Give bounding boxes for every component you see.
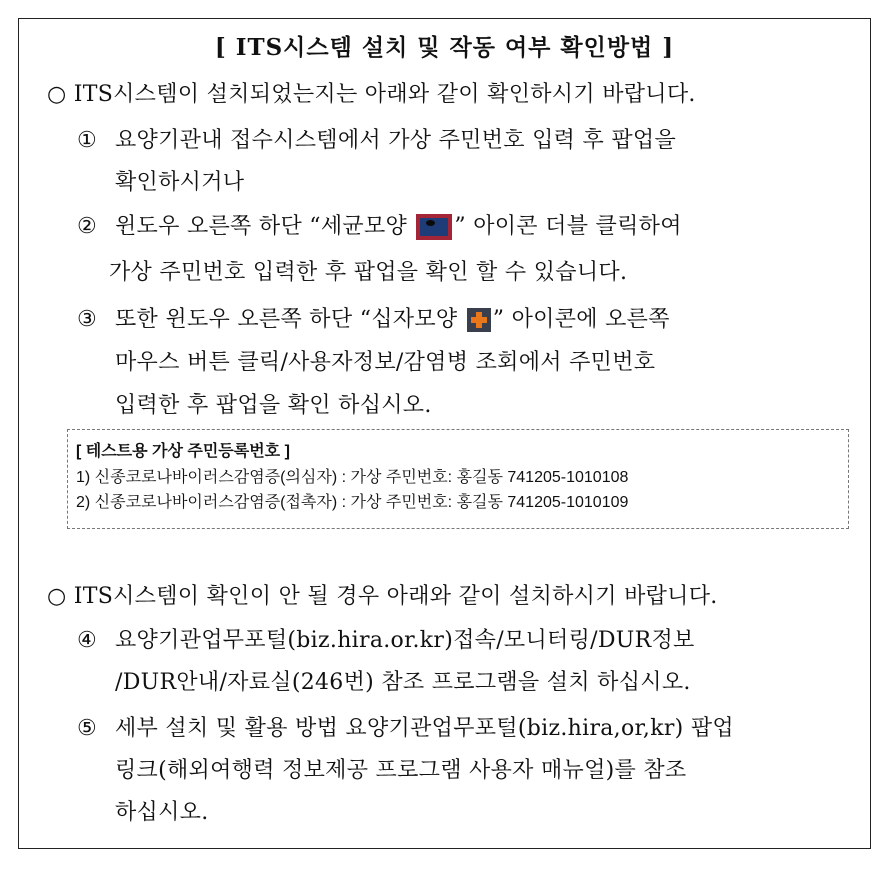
item-5-line1 [77, 711, 734, 742]
page-title: [ ITS시스템 설치 및 작동 여부 확인방법 ] [214, 34, 675, 61]
item-5-line2: 링크(해외여행력 정보제공 프로그램 사용자 매뉴얼)를 참조 [115, 758, 687, 783]
test-row-2: 2) 신종코로나바이러스감염증(접촉자) : 가상 주민번호: 홍길동 741205-1010109 [76, 494, 629, 511]
test-number-box [67, 429, 849, 529]
item-4-line2: /DUR안내/자료실(246번) 참조 프로그램을 설치 하십시오. [115, 670, 691, 695]
item-1-line2: 확인하시거나 [115, 170, 245, 195]
item-2-text-before: 윈도우 오른쪽 하단 “세균모양 [115, 214, 408, 239]
cross-tray-icon [467, 308, 491, 332]
item-3-line2: 마우스 버튼 클릭/사용자정보/감염병 조회에서 주민번호 [115, 350, 656, 375]
item-2-line2: 가상 주민번호 입력한 후 팝업을 확인 할 수 있습니다. [109, 260, 628, 285]
item-2-number: ② [77, 214, 98, 239]
item-3-line3: 입력한 후 팝업을 확인 하십시오. [115, 393, 432, 418]
germ-tray-icon [416, 214, 452, 240]
section2-heading [47, 579, 718, 610]
item-3-text-before: 또한 윈도우 오른쪽 하단 “십자모양 [115, 307, 458, 332]
item-4-line1 [77, 623, 695, 654]
item-2-line1 [77, 209, 682, 240]
item-3-number: ③ [77, 307, 98, 332]
item-4-text: 요양기관업무포털(biz.hira.or.kr)접속/모니터링/DUR정보 [115, 628, 695, 653]
section1-heading [47, 77, 696, 108]
section1-text: ITS시스템이 설치되었는지는 아래와 같이 확인하시기 바랍니다. [73, 82, 696, 107]
notice-frame [18, 18, 871, 849]
item-4-number: ④ [77, 628, 98, 653]
item-2-text-after: ” 아이콘 더블 클릭하여 [454, 214, 682, 239]
test-row-1: 1) 신종코로나바이러스감염증(의심자) : 가상 주민번호: 홍길동 741205-1010108 [76, 469, 629, 486]
item-1-line1 [77, 123, 676, 154]
item-5-text: 세부 설치 및 활용 방법 요양기관업무포털(biz.hira,or,kr) 팝업 [115, 716, 734, 741]
section2-bullet: ○ [47, 584, 67, 609]
item-5-number: ⑤ [77, 716, 98, 741]
item-5-line3: 하십시오. [115, 800, 209, 825]
test-box-title: [ 테스트용 가상 주민등록번호 ] [76, 443, 290, 460]
item-1-number: ① [77, 128, 98, 153]
section2-text: ITS시스템이 확인이 안 될 경우 아래와 같이 설치하시기 바랍니다. [73, 584, 718, 609]
item-1-text: 요양기관내 접수시스템에서 가상 주민번호 입력 후 팝업을 [115, 128, 677, 153]
item-3-line1 [77, 302, 670, 333]
section1-bullet: ○ [47, 82, 67, 107]
item-3-text-after: ” 아이콘에 오른쪽 [492, 307, 670, 332]
